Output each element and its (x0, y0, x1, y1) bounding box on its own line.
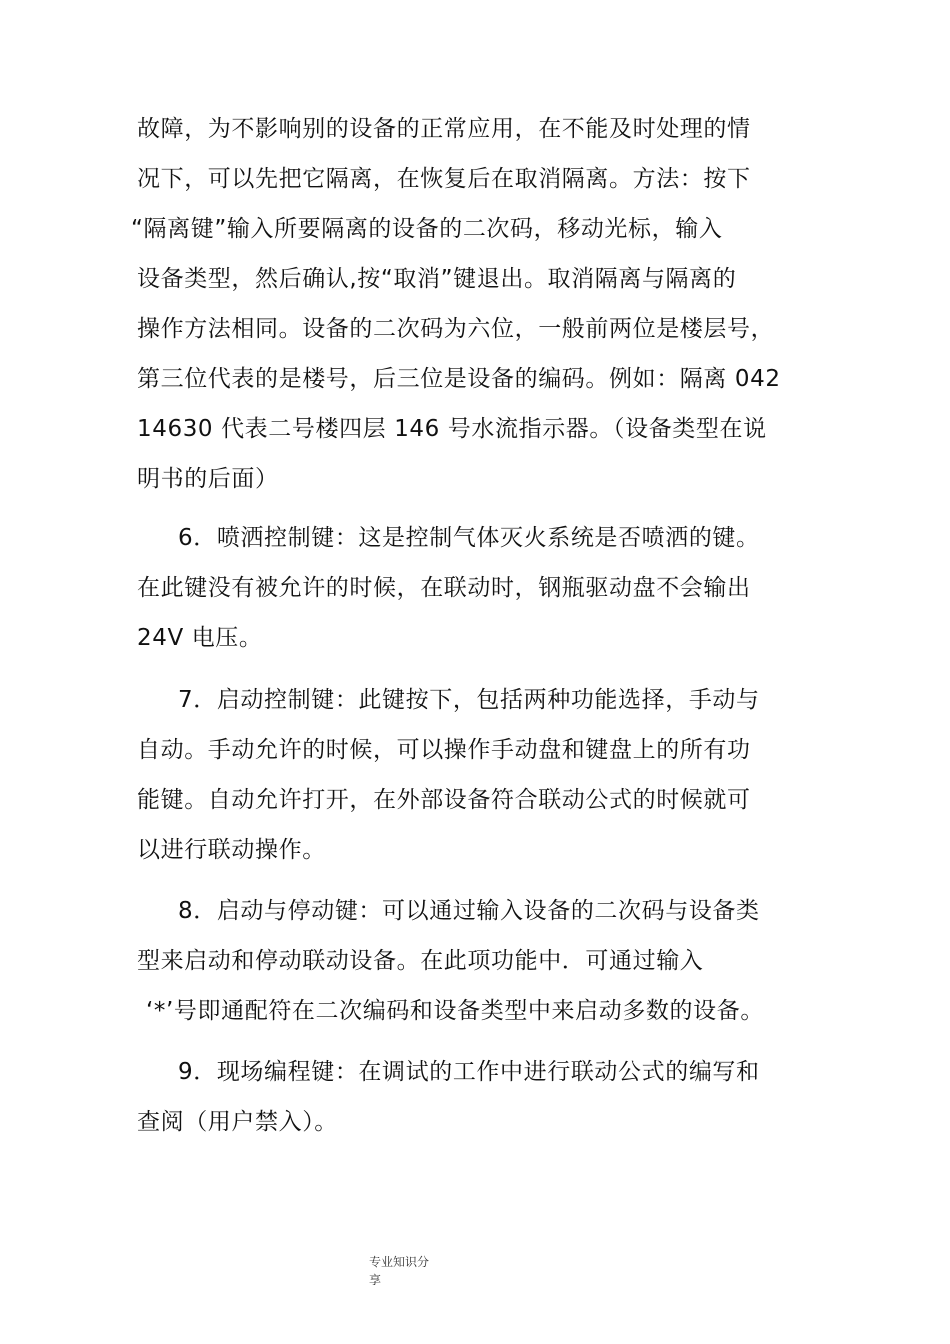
paragraph-line: 以进行联动操作。 (137, 837, 326, 863)
paragraph-line: 24V 电压。 (137, 625, 263, 651)
paragraph-line: 8．启动与停动键：可以通过输入设备的二次码与设备类 (178, 898, 760, 924)
footer-text: 享 (369, 1273, 382, 1287)
paragraph-line: 明书的后面） (137, 466, 279, 492)
paragraph-line: “隔离键”输入所要隔离的设备的二次码，移动光标，输入 (131, 216, 723, 242)
paragraph-line: 况下，可以先把它隔离，在恢复后在取消隔离。方法：按下 (137, 166, 751, 192)
paragraph-line: 设备类型，然后确认,按“取消”键退出。取消隔离与隔离的 (137, 266, 737, 292)
paragraph-line: 型来启动和停动联动设备。在此项功能中．可通过输入 (137, 948, 704, 974)
paragraph-line: 操作方法相同。设备的二次码为六位，一般前两位是楼层号， (137, 316, 775, 342)
footer-text: 专业知识分 (369, 1255, 430, 1269)
paragraph-line: ‘*’号即通配符在二次编码和设备类型中来启动多数的设备。 (146, 998, 764, 1024)
paragraph-line: 查阅（用户禁入）。 (137, 1109, 338, 1135)
paragraph-line: 在此键没有被允许的时候，在联动时，钢瓶驱动盘不会输出 (137, 575, 751, 601)
paragraph-line: 故障，为不影响别的设备的正常应用，在不能及时处理的情 (137, 116, 751, 142)
paragraph-line: 6．喷洒控制键：这是控制气体灭火系统是否喷洒的键。 (178, 525, 760, 551)
paragraph-line: 7．启动控制键：此键按下，包括两种功能选择，手动与 (178, 687, 760, 713)
paragraph-line: 自动。手动允许的时候，可以操作手动盘和键盘上的所有功 (137, 737, 751, 763)
paragraph-line: 能键。自动允许打开，在外部设备符合联动公式的时候就可 (137, 787, 751, 813)
paragraph-line: 14630 代表二号楼四层 146 号水流指示器。（设备类型在说 (137, 416, 767, 442)
paragraph-line: 9．现场编程键：在调试的工作中进行联动公式的编写和 (178, 1059, 760, 1085)
paragraph-line: 第三位代表的是楼号，后三位是设备的编码。例如：隔离 042 (137, 366, 781, 392)
